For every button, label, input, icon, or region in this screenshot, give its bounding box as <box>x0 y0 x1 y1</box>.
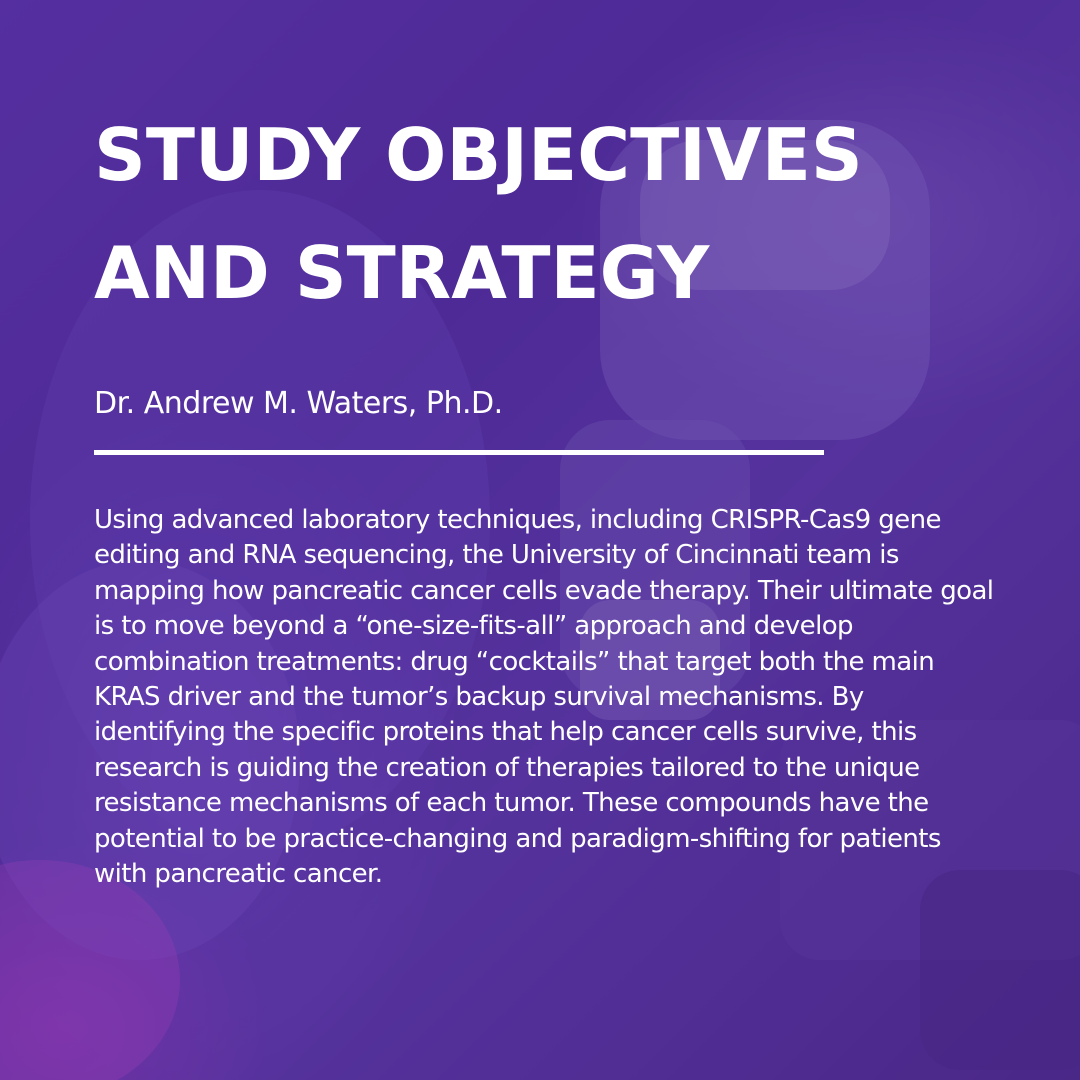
author-name: Dr. Andrew M. Waters, Ph.D. <box>94 386 503 421</box>
body-paragraph: Using advanced laboratory techniques, including CRISPR-Cas9 gene editing and RNA sequencing, the University of Cincinnati team is mapping how pancreatic cancer cells evade therapy. Their ultimate goal is to move beyond a “one-size-fits-all” approach and develop combination treatments: drug “cocktails” that target both the main KRAS driver and the tumor’s backup survival mechanisms. By identifying the specific proteins that help cancer cells survive, this research is guiding the creation of therapies tailored to the unique resistance mechanisms of each tumor. These compounds have the potential to be practice-changing and paradigm-shifting for patients with pancreatic cancer. <box>94 505 994 890</box>
title-line-1: STUDY OBJECTIVES <box>94 113 863 197</box>
content-block <box>94 96 994 892</box>
divider <box>94 450 824 455</box>
page-title <box>94 96 994 332</box>
title-line-2: AND STRATEGY <box>94 231 710 315</box>
